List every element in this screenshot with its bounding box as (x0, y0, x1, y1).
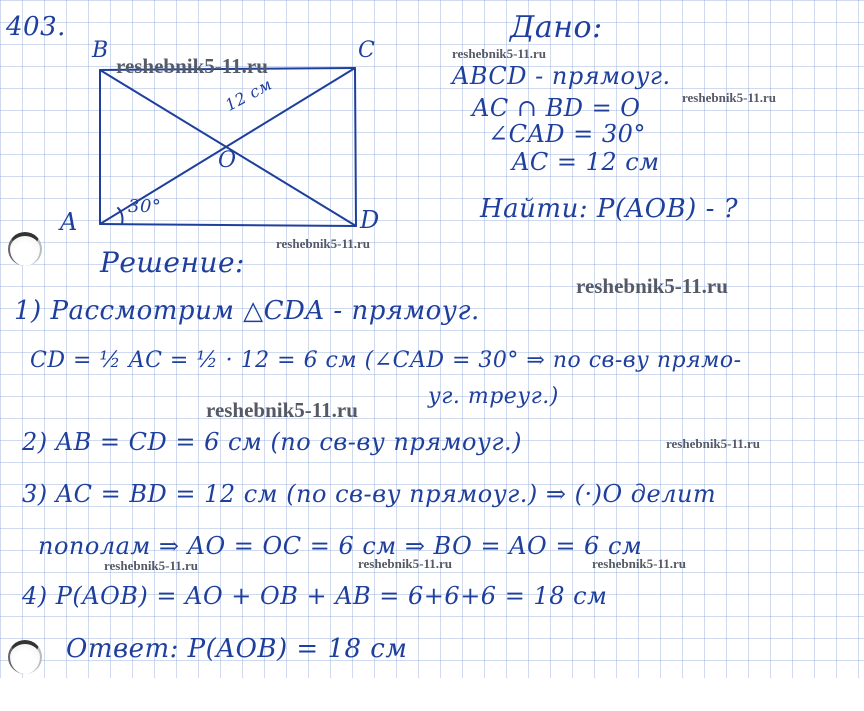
given-line-1: ABCD - прямоуг. (452, 62, 671, 90)
given-line-4: AC = 12 см (512, 148, 660, 176)
problem-number: 403. (6, 12, 66, 42)
solution-line-1: 1) Рассмотрим △CDA - прямоуг. (14, 296, 480, 326)
answer-line: Ответ: P(AOB) = 18 см (66, 634, 408, 664)
side-cd (355, 68, 356, 226)
solution-line-6: пополам ⇒ AO = OC = 6 см ⇒ BO = AO = 6 см (38, 532, 643, 560)
given-line-3: ∠CAD = 30° (488, 120, 646, 148)
side-da (100, 224, 356, 226)
solution-line-2: CD = ½ AC = ½ · 12 = 6 см (∠CAD = 30° ⇒ по св-ву прямо- (30, 348, 742, 373)
watermark: reshebnik5-11.ru (576, 274, 728, 298)
solution-line-3: уг. треуг.) (428, 384, 559, 409)
watermark: reshebnik5-11.ru (452, 46, 547, 61)
watermark: reshebnik5-11.ru (116, 54, 268, 78)
given-line-2: AC ∩ BD = O (472, 94, 641, 122)
solution-heading: Решение: (100, 246, 245, 279)
page-bottom-margin (0, 678, 864, 711)
find-line: Найти: P(AOB) - ? (480, 194, 739, 224)
watermark: reshebnik5-11.ru (206, 398, 358, 422)
vertex-label-c: C (358, 38, 376, 63)
angle-label: 30° (128, 196, 162, 217)
vertex-label-a: A (60, 208, 78, 236)
watermark: reshebnik5-11.ru (276, 236, 371, 251)
vertex-label-d: D (360, 206, 380, 234)
watermark: reshebnik5-11.ru (666, 436, 761, 451)
watermark: reshebnik5-11.ru (104, 558, 199, 573)
solution-line-5: 3) AC = BD = 12 см (по св-ву прямоуг.) ⇒ (·)O делит (22, 480, 717, 508)
watermark: reshebnik5-11.ru (358, 556, 453, 571)
watermark: reshebnik5-11.ru (682, 90, 777, 105)
solution-line-7: 4) P(AOB) = AO + OB + AB = 6+6+6 = 18 см (22, 582, 608, 610)
vertex-label-b: B (92, 38, 109, 63)
watermark: reshebnik5-11.ru (592, 556, 687, 571)
diagonal-length-label: 12 см (222, 74, 276, 115)
given-heading: Дано: (510, 10, 603, 45)
solution-line-4: 2) AB = CD = 6 см (по св-ву прямоуг.) (22, 428, 522, 456)
center-label-o: O (218, 148, 237, 173)
